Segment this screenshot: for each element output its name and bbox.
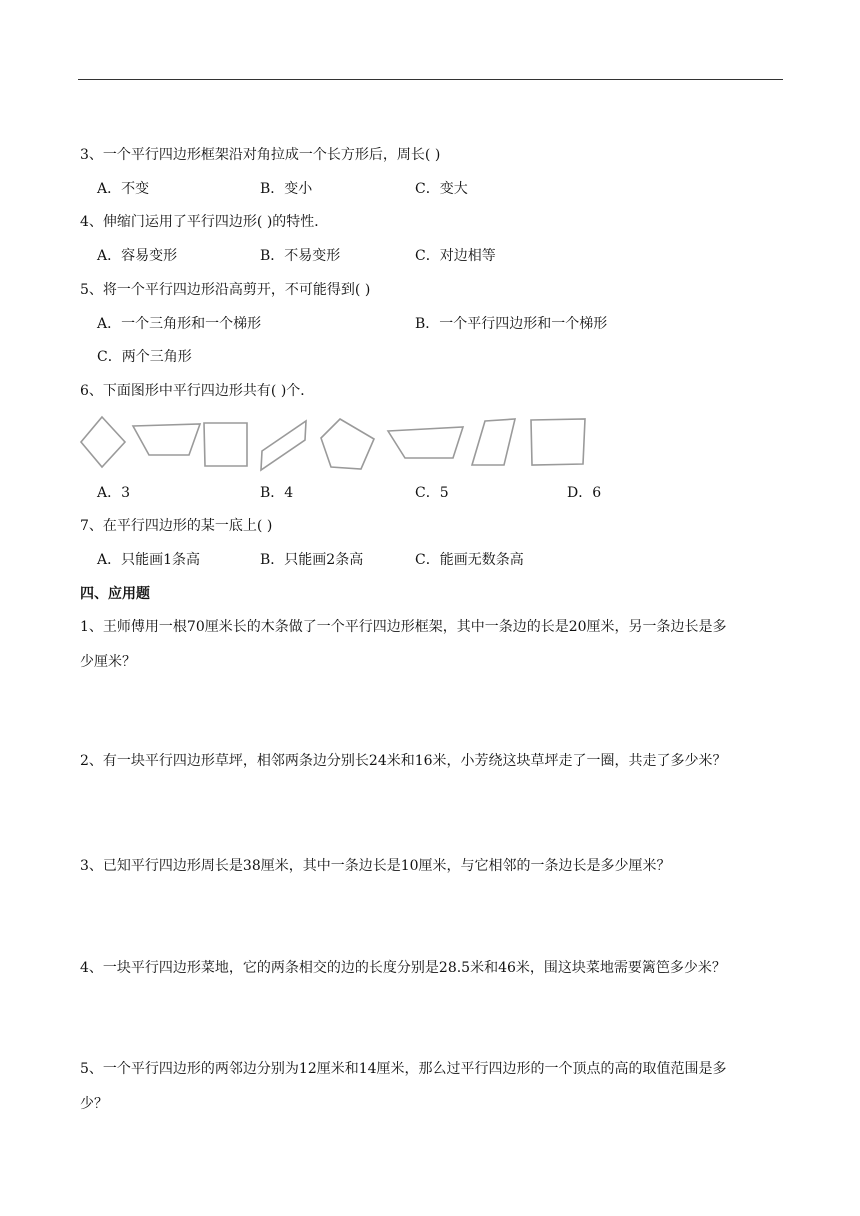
shape-square [204,423,247,466]
question-5-option-a: A．一个三角形和一个梯形 [97,316,262,332]
question-6-option-a: A．3 [97,485,131,501]
applied-question-1-line-1: 1、王师傅用一根70厘米长的木条做了一个平行四边形框架，其中一条边的长是20厘米，另一条边长是多 [80,619,727,635]
question-6-option-d: D．6 [567,485,602,501]
shape-pentagon [321,419,374,469]
question-6-stem: 6、下面图形中平行四边形共有( )个． [80,383,315,399]
question-3-stem: 3、一个平行四边形框架沿对角拉成一个长方形后，周长( ) [80,147,441,163]
question-6-option-b: B．4 [260,485,294,501]
shape-trapezoid [388,427,463,458]
shape-parallelogram [261,421,306,470]
question-4-stem: 4、伸缩门运用了平行四边形( )的特性． [80,214,329,230]
applied-question-4: 4、一块平行四边形菜地，它的两条相交的边的长度分别是28.5米和46米，围这块菜地需要篱笆多少米？ [80,960,726,976]
question-7-option-c: C．能画无数条高 [415,552,524,568]
shapes-figure-svg [78,414,598,476]
applied-question-5-line-1: 5、一个平行四边形的两邻边分别为12厘米和14厘米，那么过平行四边形的一个顶点的高的取值范围是多 [80,1061,727,1077]
question-5-stem: 5、将一个平行四边形沿高剪开，不可能得到( ) [80,282,371,298]
question-5-option-b: B．一个平行四边形和一个梯形 [415,316,608,332]
applied-question-1-line-2: 少厘米？ [80,654,136,670]
question-4-option-c: C．对边相等 [415,248,496,264]
shape-parallelogram [472,419,515,465]
question-6-option-c: C．5 [415,485,449,501]
shape-square [531,419,585,465]
question-4-option-a: A．容易变形 [97,248,178,264]
question-4-option-b: B．不易变形 [260,248,341,264]
question-3-option-b: B．变小 [260,181,313,197]
section-title: 四、应用题 [80,586,150,602]
question-7-option-b: B．只能画2条高 [260,552,364,568]
question-5-option-c: C．两个三角形 [97,349,192,365]
question-3-option-c: C．变大 [415,181,468,197]
header-rule [78,79,783,80]
applied-question-2: 2、有一块平行四边形草坪，相邻两条边分别长24米和16米，小芳绕这块草坪走了一圈，共走了多少米？ [80,753,727,769]
shapes-figure [78,414,598,476]
applied-question-5-line-2: 少？ [80,1096,108,1112]
question-7-option-a: A．只能画1条高 [97,552,201,568]
shape-rhombus [81,417,125,467]
shape-trapezoid [133,424,200,455]
question-7-stem: 7、在平行四边形的某一底上( ) [80,518,273,534]
applied-question-3: 3、已知平行四边形周长是38厘米，其中一条边长是10厘米，与它相邻的一条边长是多少厘米？ [80,858,671,874]
question-3-option-a: A．不变 [97,181,150,197]
